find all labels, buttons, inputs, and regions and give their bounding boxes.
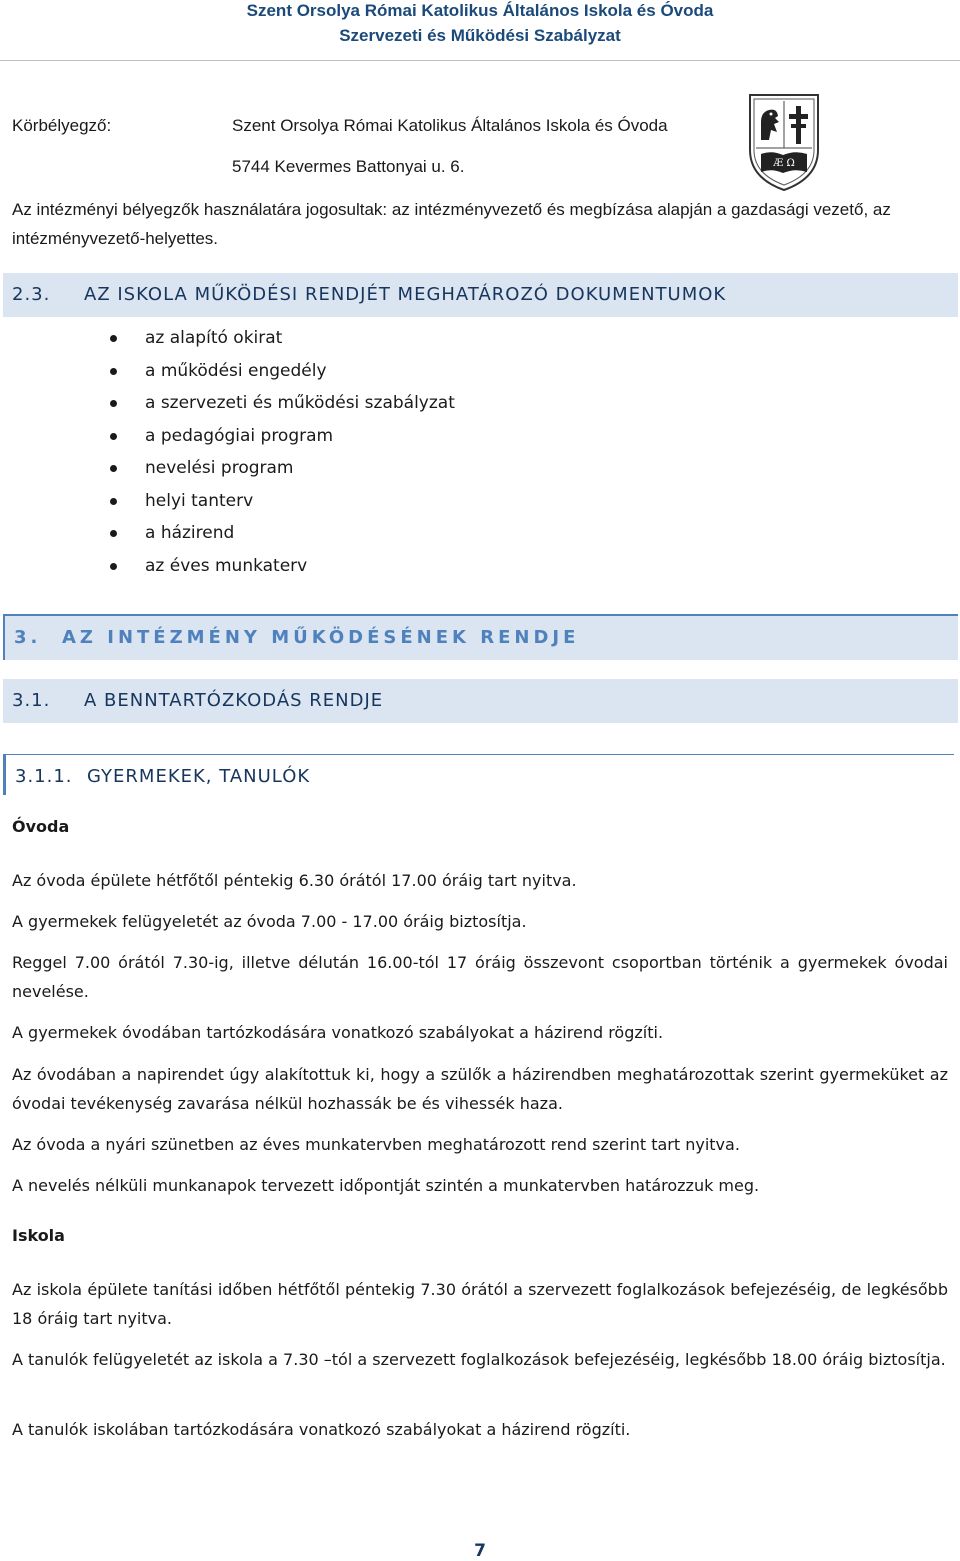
ovoda-paragraph: A gyermekek felügyeletét az óvoda 7.00 - 17.00 óráig biztosítja. (12, 912, 527, 931)
ovoda-heading: Óvoda (12, 817, 70, 836)
list-item: a pedagógiai program (0, 420, 960, 453)
stamp-institution-name: Szent Orsolya Római Katolikus Általános Iskola és Óvoda (232, 116, 668, 135)
documents-list (0, 322, 960, 582)
section-3-1-heading (3, 679, 958, 723)
list-item: a házirend (0, 517, 960, 550)
section-number: 3.1. (12, 690, 51, 711)
section-number: 3. (14, 627, 42, 648)
iskola-paragraph: A tanulók felügyeletét az iskola a 7.30 –tól a szervezett foglalkozások befejezéséig, legkésőbb 18.00 óráig biztosítja. (12, 1350, 946, 1369)
section-3-heading (3, 614, 958, 660)
stamp-address: 5744 Kevermes Battonyai u. 6. (232, 157, 465, 176)
list-item: a szervezeti és működési szabályzat (0, 387, 960, 420)
header-divider (0, 60, 960, 61)
section-title: AZ ISKOLA MŰKÖDÉSI RENDJÉT MEGHATÁROZÓ DOKUMENTUMOK (84, 284, 727, 305)
section-number: 2.3. (12, 284, 51, 305)
section-title: GYERMEKEK, TANULÓK (87, 766, 311, 787)
list-item: az alapító okirat (0, 322, 960, 355)
document-header-title: Szent Orsolya Római Katolikus Általános Iskola és Óvoda (246, 1, 714, 20)
list-item: a működési engedély (0, 355, 960, 388)
ovoda-paragraph: A nevelés nélküli munkanapok tervezett időpontját szintén a munkatervben határozzuk meg. (12, 1176, 760, 1195)
list-item: helyi tanterv (0, 485, 960, 518)
ovoda-paragraph: A gyermekek óvodában tartózkodására vonatkozó szabályokat a házirend rögzíti. (12, 1023, 664, 1042)
stamp-label: Körbélyegző: (12, 116, 112, 135)
list-item: nevelési program (0, 452, 960, 485)
section-number: 3.1.1. (15, 766, 73, 787)
stamp-usage-paragraph: Az intézményi bélyegzők használatára jogosultak: az intézményvezető és megbízása alapján a gazdasági vezető, az intézményvezető-helyettes. (12, 200, 891, 248)
section-title: AZ INTÉZMÉNY MŰKÖDÉSÉNEK RENDJE (62, 627, 580, 648)
ovoda-paragraph: Az óvoda a nyári szünetben az éves munkatervben meghatározott rend szerint tart nyitva. (12, 1135, 740, 1154)
iskola-heading: Iskola (12, 1226, 65, 1245)
iskola-paragraph: Az iskola épülete tanítási időben hétfőtől péntekig 7.30 órától a szervezett foglalkozások befejezéséig, de legkésőbb 18 óráig tart nyitva. (12, 1280, 948, 1328)
school-crest-logo (747, 92, 821, 192)
ovoda-paragraph: Az óvodában a napirendet úgy alakítottuk ki, hogy a szülők a házirendben meghatározottak szerint gyermeküket az óvodai tevékenység zavarása nélkül hozhassák be és vihessék haza. (12, 1065, 948, 1113)
crest-book-letters: Æ Ω (773, 158, 795, 169)
section-2-3-heading (3, 273, 958, 317)
ovoda-paragraph: Reggel 7.00 órától 7.30-ig, illetve délután 16.00-tól 17 óráig összevont csoportban történik a gyermekek óvodai nevelése. (12, 953, 948, 1001)
ovoda-paragraph: Az óvoda épülete hétfőtől péntekig 6.30 órától 17.00 óráig tart nyitva. (12, 871, 577, 890)
section-3-1-1-heading (3, 754, 954, 795)
document-header-subtitle: Szervezeti és Működési Szabályzat (339, 26, 621, 45)
iskola-paragraph: A tanulók iskolában tartózkodására vonatkozó szabályokat a házirend rögzíti. (12, 1420, 631, 1439)
section-title: A BENNTARTÓZKODÁS RENDJE (84, 690, 384, 711)
list-item: az éves munkaterv (0, 550, 960, 583)
page-number: 7 (474, 1541, 486, 1561)
